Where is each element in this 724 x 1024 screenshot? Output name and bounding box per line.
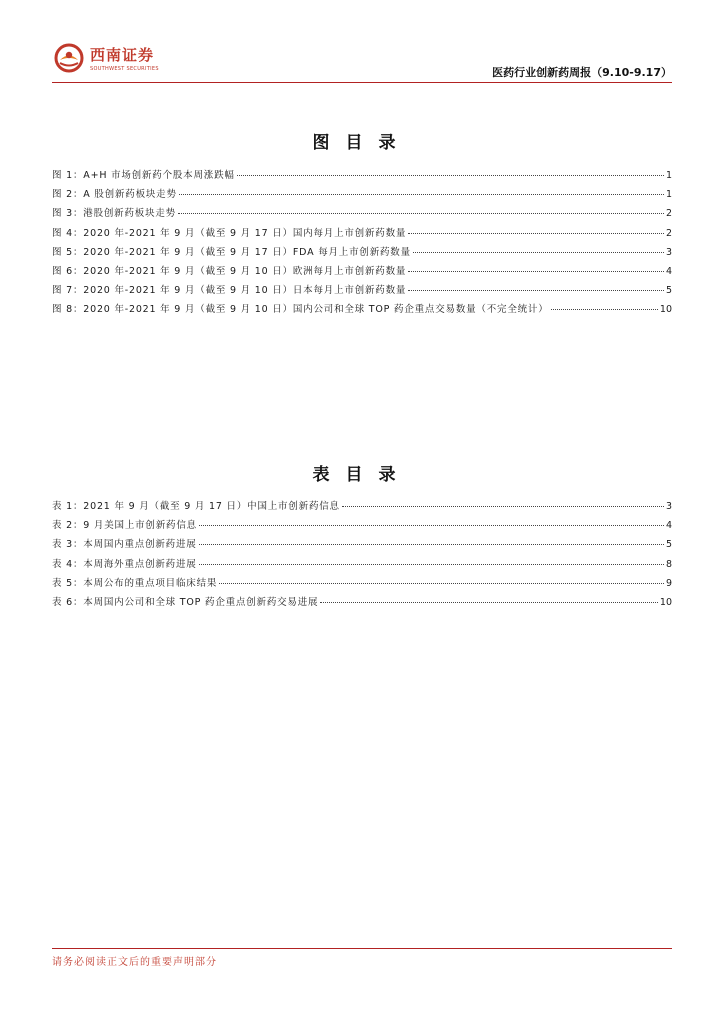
toc-entry-page-number: 3 (665, 246, 672, 258)
toc-entry-label: 图 3：港股创新药板块走势 (52, 208, 176, 220)
dot-leader (551, 308, 658, 310)
toc-entry-label: 图 4：2020 年-2021 年 9 月（截至 9 月 17 日）国内每月上市创新药数量 (52, 227, 407, 239)
toc-entry[interactable] (52, 556, 672, 575)
toc-entry[interactable] (52, 244, 672, 263)
toc-entry-label: 表 6：本周国内公司和全球 TOP 药企重点创新药交易进展 (52, 596, 319, 608)
toc-entry-label: 表 5：本周公布的重点项目临床结果 (52, 577, 218, 589)
figure-list (52, 167, 672, 321)
toc-entry[interactable] (52, 517, 672, 536)
toc-entry-label: 图 8：2020 年-2021 年 9 月（截至 9 月 10 日）国内公司和全球 TOP 药企重点交易数量（不完全统计） (52, 304, 549, 316)
toc-entry-label: 图 5：2020 年-2021 年 9 月（截至 9 月 17 日）FDA 每月上市创新药数量 (52, 246, 411, 258)
toc-entry-page-number: 5 (665, 539, 672, 551)
dot-leader (237, 174, 664, 176)
toc-entry-page-number: 3 (665, 501, 672, 512)
dot-leader (199, 563, 664, 565)
logo-chinese-name: 西南证券 (90, 46, 155, 64)
company-logo (54, 43, 204, 79)
report-title: 医药行业创新药周报（9.10-9.17） (492, 66, 672, 79)
logo-english-name: SOUTHWEST SECURITIES (90, 66, 159, 72)
dot-leader (178, 212, 664, 214)
dot-leader (408, 270, 664, 272)
dot-leader (219, 582, 664, 584)
toc-entry-page-number: 8 (665, 558, 672, 570)
dot-leader (199, 524, 664, 526)
toc-entry-label: 图 2：A 股创新药板块走势 (52, 189, 177, 201)
toc-entry[interactable] (52, 167, 672, 186)
toc-entry-page-number: 5 (665, 285, 672, 297)
toc-entry[interactable] (52, 282, 672, 301)
dot-leader (413, 251, 664, 253)
toc-entry-label: 表 2：9 月美国上市创新药信息 (52, 520, 197, 532)
toc-entry-page-number: 10 (659, 304, 672, 316)
toc-entry-label: 表 1：2021 年 9 月（截至 9 月 17 日）中国上市创新药信息 (52, 501, 340, 512)
figure-list-title: 图目录 (312, 133, 412, 153)
table-list-title: 表目录 (312, 465, 412, 485)
toc-entry[interactable] (52, 536, 672, 555)
dot-leader (408, 232, 664, 234)
toc-entry[interactable] (52, 498, 672, 517)
toc-entry[interactable] (52, 205, 672, 224)
dot-leader (199, 543, 664, 545)
dot-leader (320, 601, 658, 603)
toc-entry[interactable] (52, 594, 672, 613)
toc-entry-label: 图 1：A+H 市场创新药个股本周涨跌幅 (52, 170, 235, 181)
toc-entry-page-number: 2 (665, 208, 672, 220)
toc-entry-label: 图 6：2020 年-2021 年 9 月（截至 9 月 10 日）欧洲每月上市创新药数量 (52, 265, 407, 277)
toc-entry[interactable] (52, 263, 672, 282)
southwest-securities-logo-icon (54, 43, 84, 73)
dot-leader (408, 289, 664, 291)
toc-entry[interactable] (52, 575, 672, 594)
dot-leader (179, 193, 664, 195)
toc-entry-page-number: 4 (665, 520, 672, 532)
footer-divider (52, 948, 672, 949)
table-list (52, 498, 672, 613)
toc-entry[interactable] (52, 301, 672, 320)
dot-leader (342, 505, 664, 507)
toc-entry-label: 表 4：本周海外重点创新药进展 (52, 558, 197, 570)
page-header (52, 40, 672, 82)
toc-entry-page-number: 4 (665, 265, 672, 277)
disclaimer-note: 请务必阅读正文后的重要声明部分 (52, 957, 217, 968)
toc-entry[interactable] (52, 225, 672, 244)
toc-entry-label: 表 3：本周国内重点创新药进展 (52, 539, 197, 551)
toc-entry-page-number: 1 (665, 170, 672, 181)
toc-entry-page-number: 2 (665, 227, 672, 239)
toc-entry-page-number: 10 (659, 596, 672, 608)
toc-entry-page-number: 9 (665, 577, 672, 589)
toc-entry-label: 图 7：2020 年-2021 年 9 月（截至 9 月 10 日）日本每月上市创新药数量 (52, 285, 407, 297)
header-divider (52, 82, 672, 83)
toc-entry-page-number: 1 (665, 189, 672, 201)
toc-entry[interactable] (52, 186, 672, 205)
